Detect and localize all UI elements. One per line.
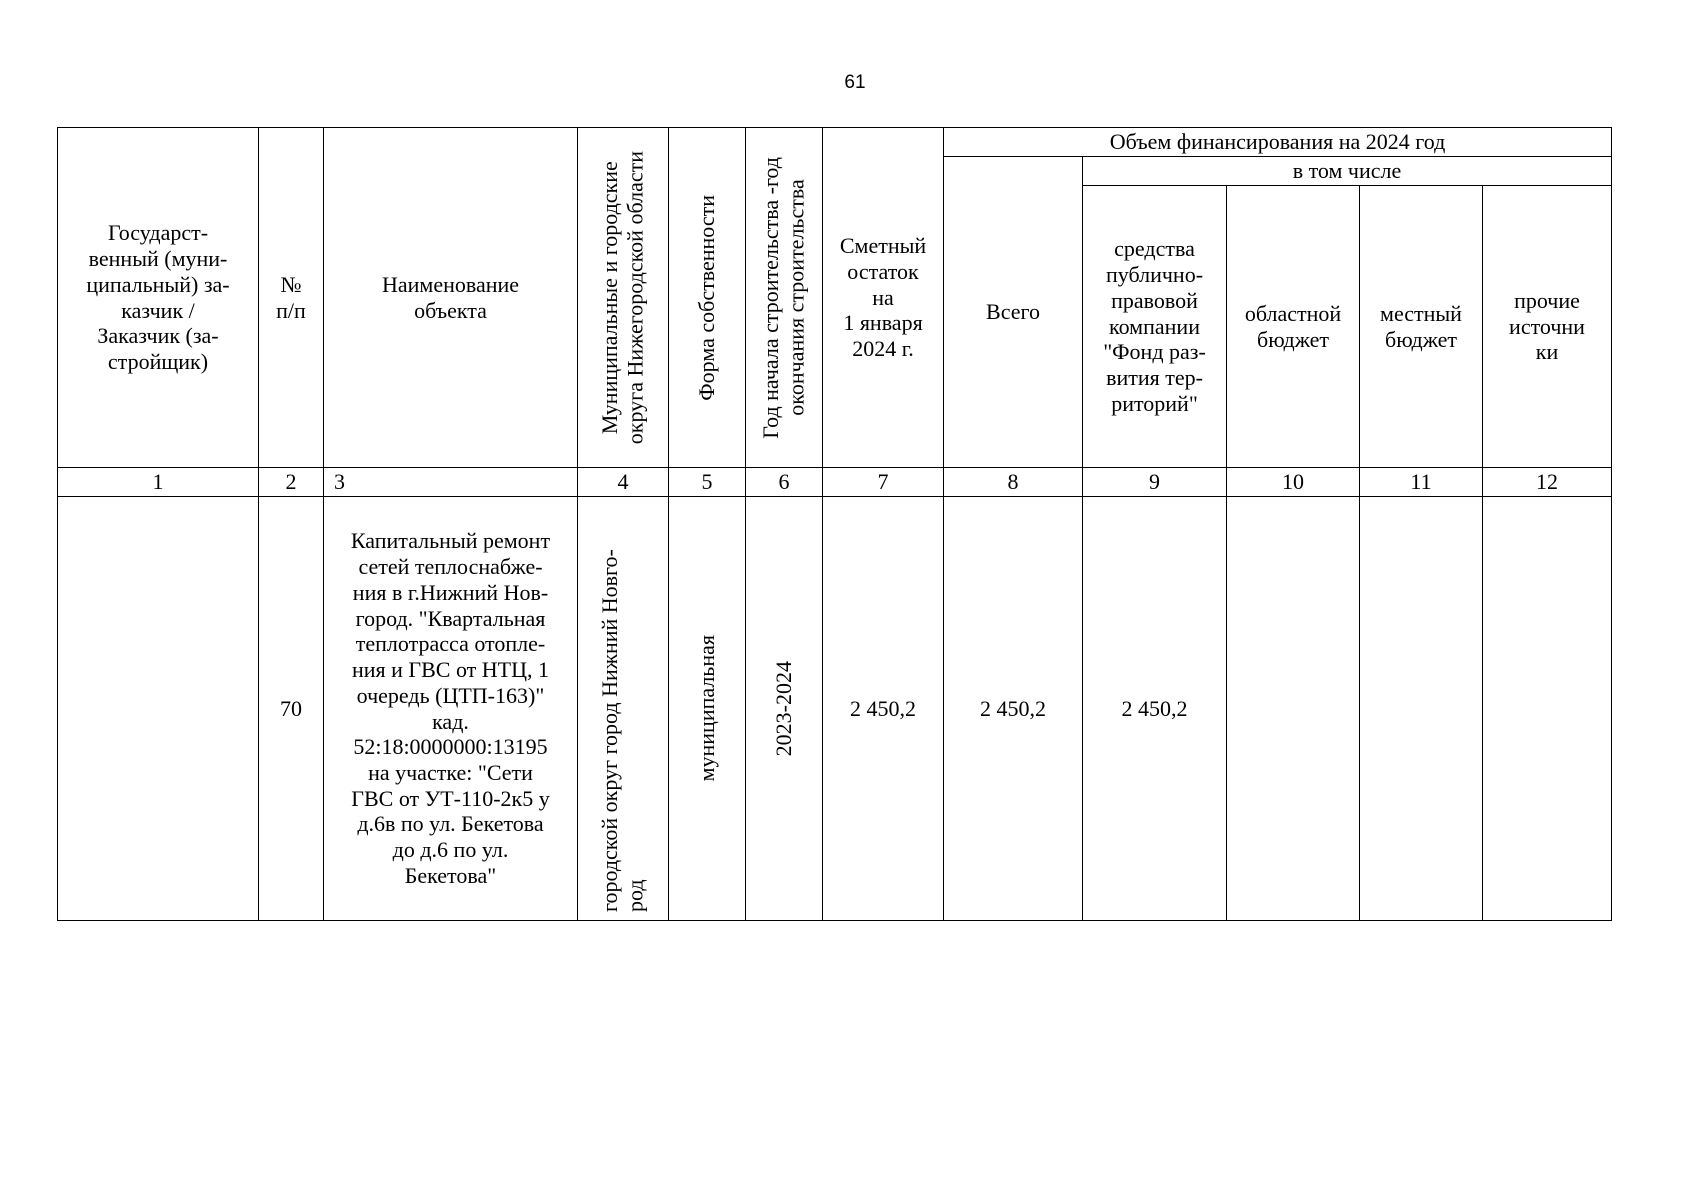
cell-years-wrap xyxy=(746,497,823,921)
column-number: 5 xyxy=(669,468,746,497)
column-number: 2 xyxy=(259,468,324,497)
cell-regional xyxy=(1227,497,1360,921)
cell-fund: 2 450,2 xyxy=(1083,497,1227,921)
header-years-cell xyxy=(746,128,823,468)
financing-table xyxy=(57,127,1612,921)
column-number: 6 xyxy=(746,468,823,497)
header-estimate: Сметный остаток на 1 января 2024 г. xyxy=(823,128,944,468)
header-other: прочие источни ки xyxy=(1483,186,1612,468)
column-number: 4 xyxy=(578,468,669,497)
cell-years: 2023-2024 xyxy=(771,660,797,757)
header-ownership: Форма собственности xyxy=(694,194,720,401)
cell-ownership: муниципальная xyxy=(694,635,720,782)
header-customer: Государст- венный (муни- ципальный) за- казчик / Заказчик (за- стройщик) xyxy=(58,128,259,468)
header-total: Всего xyxy=(944,157,1083,468)
cell-object-name: Капитальный ремонт сетей теплоснабже- ния в г.Нижний Нов- город. "Квартальная теплотрасса отопле- ния и ГВС от НТЦ, 1 очередь (ЦТП-163)" кад. 52:18:0000000:13195 на участке: "Сети ГВС от УТ-110-2к5 у д.6в по ул. Бекетова до д.6 по ул. Бекетова" xyxy=(324,497,578,921)
column-number: 12 xyxy=(1483,468,1612,497)
cell-local xyxy=(1360,497,1483,921)
cell-municipality-wrap xyxy=(578,497,669,921)
column-number: 11 xyxy=(1360,468,1483,497)
column-number: 3 xyxy=(324,468,578,497)
header-object-name: Наименование объекта xyxy=(324,128,578,468)
header-financing: Объем финансирования на 2024 год xyxy=(944,128,1612,157)
header-local: местный бюджет xyxy=(1360,186,1483,468)
column-number: 9 xyxy=(1083,468,1227,497)
header-including: в том числе xyxy=(1083,157,1612,186)
cell-ownership-wrap xyxy=(669,497,746,921)
cell-municipality: городской округ город Нижний Новго- род xyxy=(597,549,648,912)
table-row xyxy=(58,497,1612,921)
column-number: 8 xyxy=(944,468,1083,497)
cell-total: 2 450,2 xyxy=(944,497,1083,921)
header-years: Год начала строительства -год окончания строительства xyxy=(758,156,809,439)
header-number: № п/п xyxy=(259,128,324,468)
cell-other xyxy=(1483,497,1612,921)
cell-number: 70 xyxy=(259,497,324,921)
cell-estimate: 2 450,2 xyxy=(823,497,944,921)
header-municipality-cell xyxy=(578,128,669,468)
header-fund: средства публично- правовой компании "Фонд раз- вития тер- риторий" xyxy=(1083,186,1227,468)
column-number: 1 xyxy=(58,468,259,497)
cell-customer xyxy=(58,497,259,921)
header-ownership-cell xyxy=(669,128,746,468)
header-municipality: Муниципальные и городские округа Нижегородской области xyxy=(597,150,648,445)
page-number: 61 xyxy=(844,72,866,93)
column-number: 7 xyxy=(823,468,944,497)
header-regional: областной бюджет xyxy=(1227,186,1360,468)
column-number: 10 xyxy=(1227,468,1360,497)
